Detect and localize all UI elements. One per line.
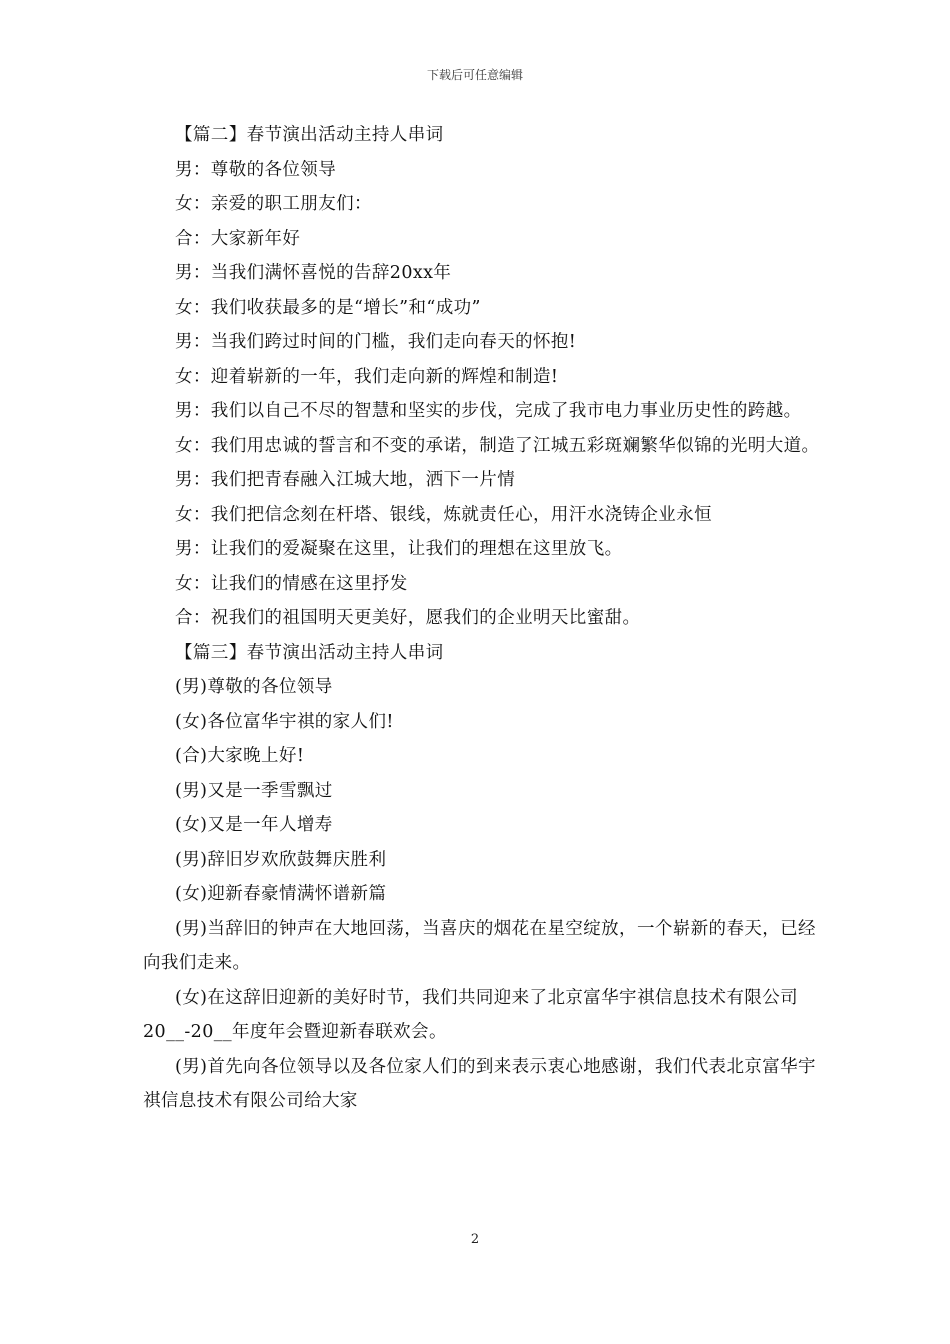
- paragraph: (女)又是一年人增寿: [175, 815, 333, 835]
- paragraph: (男)又是一季雪飘过: [175, 780, 333, 801]
- paragraph: 男：我们把青春融入江城大地，洒下一片情: [175, 470, 516, 490]
- page-header: 下载后可任意编辑: [426, 68, 523, 82]
- paragraph: 合：祝我们的祖国明天更美好，愿我们的企业明天比蜜甜。: [175, 608, 641, 628]
- paragraph: 男：我们以自己不尽的智慧和坚实的步伐，完成了我市电力事业历史性的跨越。: [175, 401, 802, 421]
- paragraph: 女：我们把信念刻在杆塔、银线，炼就责任心，用汗水浇铸企业永恒: [175, 504, 712, 525]
- paragraph: 合：大家新年好: [175, 228, 301, 249]
- paragraph: 女：亲爱的职工朋友们：: [175, 194, 372, 214]
- paragraph: 女：我们收获最多的是“增长”和“成功”: [175, 297, 481, 318]
- paragraph: 女：我们用忠诚的誓言和不变的承诺，制造了江城五彩斑斓繁华似锦的光明大道。: [175, 435, 820, 456]
- paragraph: (女)各位富华宇祺的家人们!: [175, 711, 394, 732]
- paragraph: 男：让我们的爱凝聚在这里，让我们的理想在这里放飞。: [175, 539, 623, 559]
- paragraph: 【篇三】春节演出活动主持人串词: [175, 642, 444, 663]
- paragraph: (男)当辞旧的钟声在大地回荡，当喜庆的烟花在星空绽放，一个崭新的春天，已经向我们走来。: [143, 918, 816, 973]
- paragraph: 男：尊敬的各位领导: [175, 159, 337, 180]
- paragraph: (女)迎新春豪情满怀谱新篇: [175, 884, 387, 904]
- paragraph: (男)首先向各位领导以及各位家人们的到来表示衷心地感谢，我们代表北京富华宇祺信息技术有限公司给大家: [143, 1056, 816, 1111]
- paragraph: 【篇二】春节演出活动主持人串词: [175, 125, 444, 145]
- paragraph: 男：当我们跨过时间的门槛，我们走向春天的怀抱!: [175, 332, 577, 352]
- paragraph: (男)辞旧岁欢欣鼓舞庆胜利: [175, 849, 387, 870]
- paragraph: 女：让我们的情感在这里抒发: [175, 573, 408, 594]
- paragraph: 男：当我们满怀喜悦的告辞20xx年: [175, 263, 452, 283]
- page-number: 2: [470, 1232, 480, 1247]
- paragraph: (男)尊敬的各位领导: [175, 677, 333, 697]
- paragraph: (女)在这辞旧迎新的美好时节，我们共同迎来了北京富华宇祺信息技术有限公司20__-20__年度年会暨迎新春联欢会。: [143, 987, 799, 1042]
- paragraph: (合)大家晚上好!: [175, 746, 305, 766]
- document-body: [143, 118, 823, 1119]
- paragraph: 女：迎着崭新的一年，我们走向新的辉煌和制造!: [175, 366, 559, 387]
